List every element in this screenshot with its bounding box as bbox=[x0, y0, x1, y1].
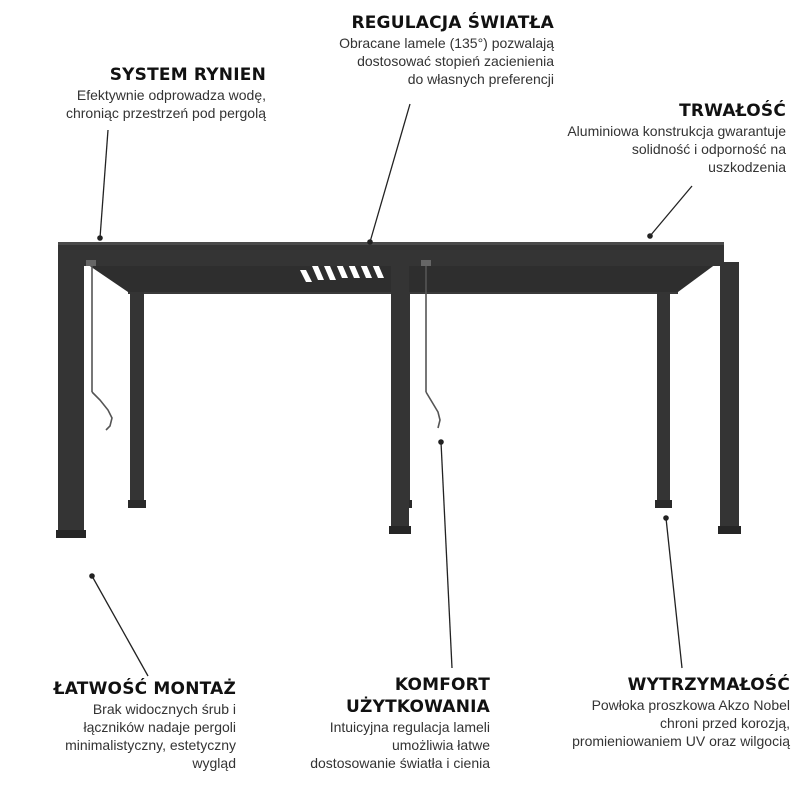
callout-strength bbox=[500, 674, 790, 750]
easy-assembly-line-3: minimalistyczny, estetyczny bbox=[65, 737, 236, 753]
light-regulation-title: REGULACJA ŚWIATŁA bbox=[351, 13, 554, 33]
durability-title: TRWAŁOŚĆ bbox=[679, 101, 786, 121]
comfort-line-3: dostosowanie światła i cienia bbox=[310, 755, 490, 771]
light-regulation-line-1: Obracane lamele (135°) pozwalają bbox=[339, 35, 554, 51]
callout-light-regulation bbox=[248, 12, 554, 88]
callout-durability bbox=[490, 100, 786, 176]
callout-gutter-system bbox=[6, 64, 266, 122]
callout-easy-assembly bbox=[6, 678, 236, 772]
easy-assembly-line-2: łączników nadaje pergoli bbox=[83, 719, 236, 735]
durability-line-1: Aluminiowa konstrukcja gwarantuje bbox=[567, 123, 786, 139]
front-right-post bbox=[720, 262, 739, 530]
gutter-system-line-1: Efektywnie odprowadza wodę, bbox=[76, 87, 266, 103]
callout-comfort bbox=[262, 674, 490, 772]
front-left-post bbox=[58, 262, 84, 536]
crank-handle-left bbox=[86, 260, 112, 430]
comfort-title-line-1: KOMFORT bbox=[394, 675, 490, 695]
strength-line-3: promieniowaniem UV oraz wilgocią bbox=[572, 733, 790, 749]
easy-assembly-title: ŁATWOŚĆ MONTAŻ bbox=[53, 679, 236, 699]
back-right-post bbox=[657, 290, 670, 506]
easy-assembly-line-4: wygląd bbox=[192, 755, 236, 771]
gutter-system-title: SYSTEM RYNIEN bbox=[109, 65, 266, 85]
comfort-line-1: Intuicyjna regulacja lameli bbox=[329, 719, 490, 735]
durability-line-2: solidność i odporność na bbox=[631, 141, 786, 157]
gutter-system-line-2: chroniąc przestrzeń pod pergolą bbox=[65, 105, 266, 121]
back-left-post bbox=[130, 290, 144, 506]
durability-line-3: uszkodzenia bbox=[708, 159, 786, 175]
light-regulation-line-2: dostosować stopień zacienienia bbox=[357, 53, 554, 69]
strength-title: WYTRZYMAŁOŚĆ bbox=[627, 675, 790, 695]
front-center-post bbox=[391, 262, 409, 530]
strength-line-2: chroni przed korozją, bbox=[660, 715, 790, 731]
comfort-line-2: umożliwia łatwe bbox=[391, 737, 490, 753]
comfort-title-line-2: UŻYTKOWANIA bbox=[346, 697, 490, 717]
easy-assembly-line-1: Brak widocznych śrub i bbox=[92, 701, 236, 717]
strength-line-1: Powłoka proszkowa Akzo Nobel bbox=[591, 697, 790, 713]
light-regulation-line-3: do własnych preferencji bbox=[407, 71, 554, 87]
